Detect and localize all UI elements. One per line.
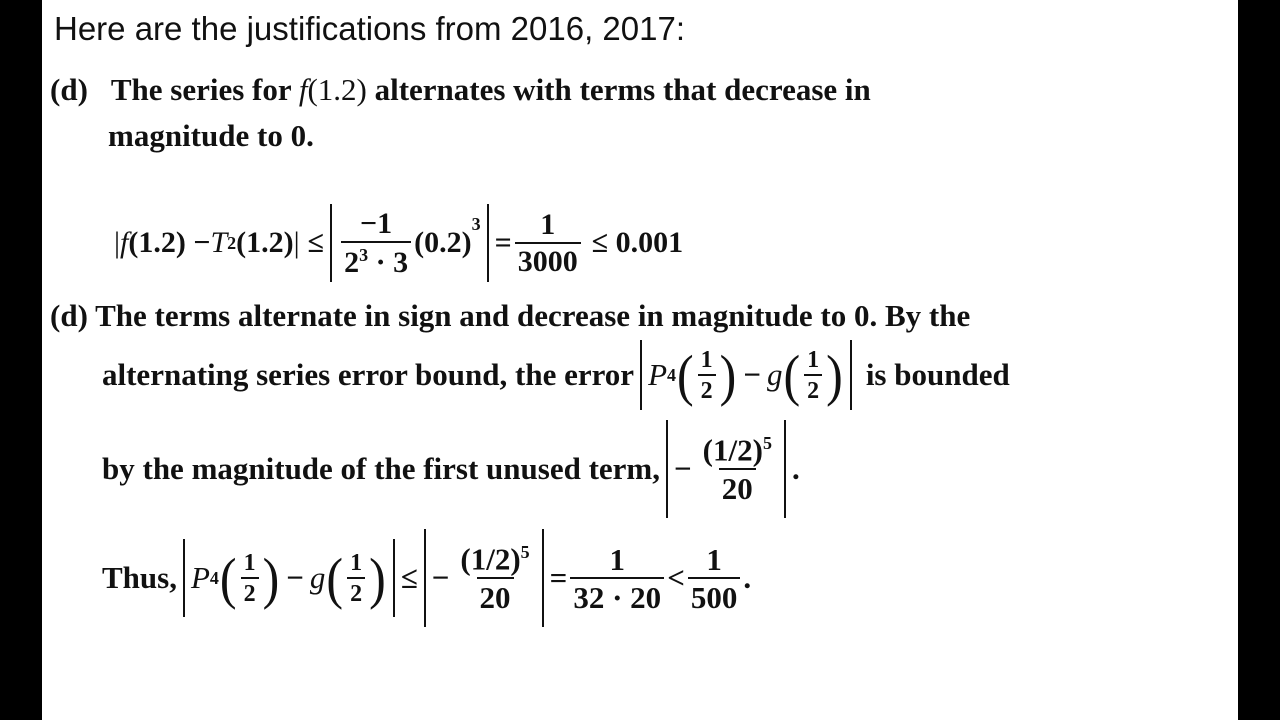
equation-error-bound-1: | f (1.2) − T 2 (1.2) | ≤ $\frac{-1}{2^3 \cdot 3}$ (0.2) $^3$ = $\frac{1}{3000}$ ≤ 0.001 [114,200,683,286]
part2-label: (d) [50,298,88,333]
part1-f: f [298,72,308,107]
eq1-rhs-frac: $\frac{1}{3000}$ [515,210,581,277]
part2-line1 [50,298,970,334]
part2-text-3: by the magnitude of the first unused term, [102,451,660,486]
part2-eq: = [549,560,568,595]
part2-thus: Thus, [102,560,177,595]
eq1-t-sub: 2 [227,232,237,253]
eq1-bound: ≤ 0.001 [591,226,684,259]
eq1-term: (0.2) [414,226,472,259]
part2-thus-term-abs: − $\frac{(1/2)^5}{20}$ [424,529,544,627]
eq1-frac-den: $2^3 \cdot 3$ [341,241,411,278]
part2-lt: < [667,560,685,595]
eq1-t-arg: (1.2) [236,226,294,259]
part2-error-abs: P 4 ( $\frac{1}{2}$ ) − g ( $\frac{1}{2}$ ) [640,340,852,410]
part2-text-1: The terms alternate in sign and decrease in magnitude to 0. By the [95,298,971,333]
part2-thus-line: Thus, P 4 ( $\frac{1}{2}$ ) − g ( $\frac{1}{2}$ ) ≤ − $\frac{(1/2)^5}{20}$ = $\frac{1}{32 \cdot 20}$ < $\frac{1}{500}$ . [102,530,751,626]
eq1-le: ≤ [307,226,325,259]
part2-r1-frac: $\frac{1}{32 \cdot 20}$ [570,544,664,613]
part2-line3 [102,420,800,518]
part2-line2 [102,338,1010,412]
part1-text-b: alternates with terms that decrease in [374,72,871,107]
part1-line2: magnitude to 0. [108,118,314,153]
eq1-abs [330,204,489,282]
eq1-eq: = [494,226,512,259]
part2-text-2a: alternating series error bound, the error [102,357,635,392]
part2-thus-abs: P 4 ( $\frac{1}{2}$ ) − g ( $\frac{1}{2}$ ) [183,539,395,617]
eq1-frac-num: −1 [360,206,393,240]
part2-unused-term-abs: − $\frac{(1/2)^5}{20}$ [666,420,786,518]
eq1-term-exp: 3 [471,214,481,234]
slide-heading: Here are the justifications from 2016, 2017: [54,10,686,47]
part2-text-2b: is bounded [865,357,1010,392]
part2-le: ≤ [400,560,418,595]
part1-line1 [50,72,871,108]
part2-period: . [791,451,800,486]
part1-arg: (1.2) [307,72,367,107]
eq1-lhs: (1.2) − [128,226,211,259]
part1-label: (d) [50,72,88,107]
slide [42,0,1238,720]
part2-r2-frac: $\frac{1}{500}$ [688,544,741,613]
eq1-frac [341,206,411,279]
eq1-f: f [120,226,129,259]
eq1-t: T [210,226,228,259]
part1-text-a: The series for [110,72,292,107]
